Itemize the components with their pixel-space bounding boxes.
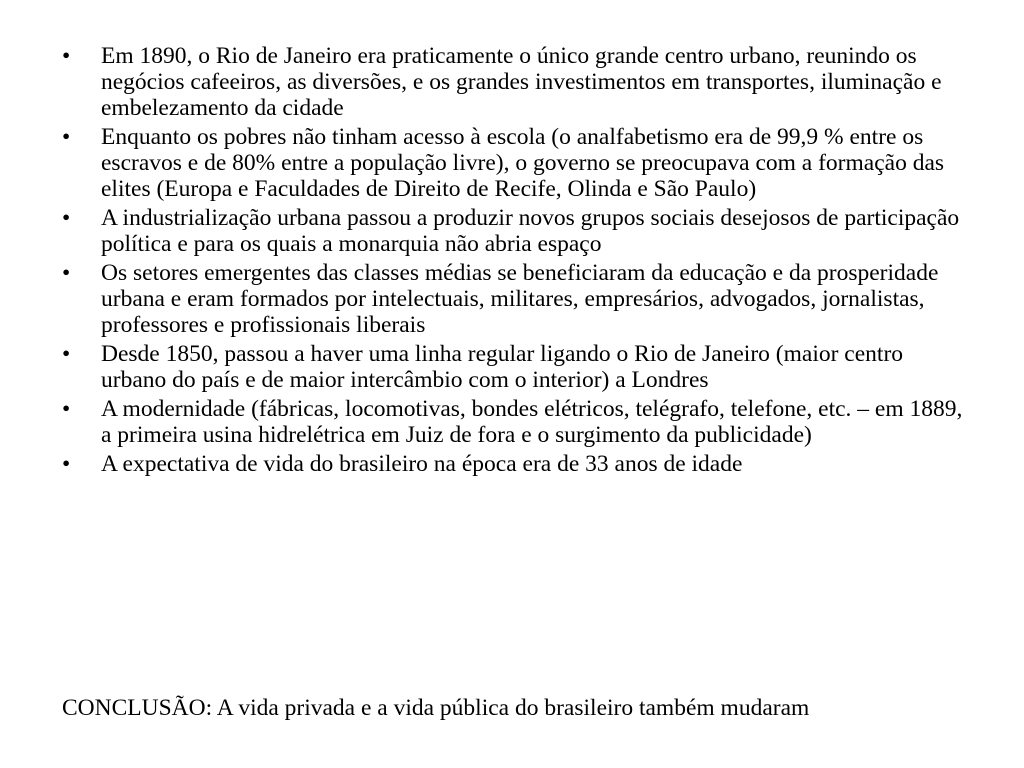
bullet-item-3 [62, 205, 972, 257]
bullet-icon: • [62, 396, 71, 422]
bullet-text: A industrialização urbana passou a produzir novos grupos sociais desejosos de participação política e para os quais a monarquia não abria espaço [101, 205, 960, 257]
bullet-item-4 [62, 260, 972, 338]
bullet-icon: • [62, 260, 71, 286]
bullet-list [62, 43, 972, 480]
bullet-text: Os setores emergentes das classes médias se beneficiaram da educação e da prosperidade urbana e eram formados por intelectuais, militares, empresários, advogados, jornalistas, professores e profissionais liberais [101, 260, 939, 338]
bullet-icon: • [62, 205, 71, 231]
bullet-text: A modernidade (fábricas, locomotivas, bondes elétricos, telégrafo, telefone, etc. – em 1889, a primeira usina hidrelétrica em Juiz de fora e o surgimento da publicidade) [101, 396, 963, 448]
bullet-text: Em 1890, o Rio de Janeiro era praticamente o único grande centro urbano, reunindo os negócios cafeeiros, as diversões, e os grandes investimentos em transportes, iluminação e embelezamento da cidade [101, 43, 942, 121]
conclusion-paragraph [62, 695, 1011, 721]
bullet-icon: • [62, 341, 71, 367]
bullet-item-6 [62, 396, 972, 448]
conclusion-text: A vida privada e a vida pública do brasileiro também mudaram [216, 694, 810, 721]
bullet-item-1 [62, 43, 972, 121]
bullet-icon: • [62, 43, 71, 69]
conclusion-label: CONCLUSÃO: [62, 694, 213, 721]
bullet-icon: • [62, 451, 71, 477]
bullet-icon: • [62, 124, 71, 150]
bullet-text: A expectativa de vida do brasileiro na época era de 33 anos de idade [101, 451, 743, 477]
bullet-item-5 [62, 341, 972, 393]
bullet-item-7 [62, 451, 972, 477]
bullet-text: Enquanto os pobres não tinham acesso à escola (o analfabetismo era de 99,9 % entre os escravos e de 80% entre a população livre), o governo se preocupava com a formação das elites (Europa e Faculdades de Direito de Recife, Olinda e São Paulo) [101, 124, 945, 202]
bullet-text: Desde 1850, passou a haver uma linha regular ligando o Rio de Janeiro (maior centro urbano do país e de maior intercâmbio com o interior) a Londres [101, 341, 904, 393]
bullet-item-2 [62, 124, 972, 202]
